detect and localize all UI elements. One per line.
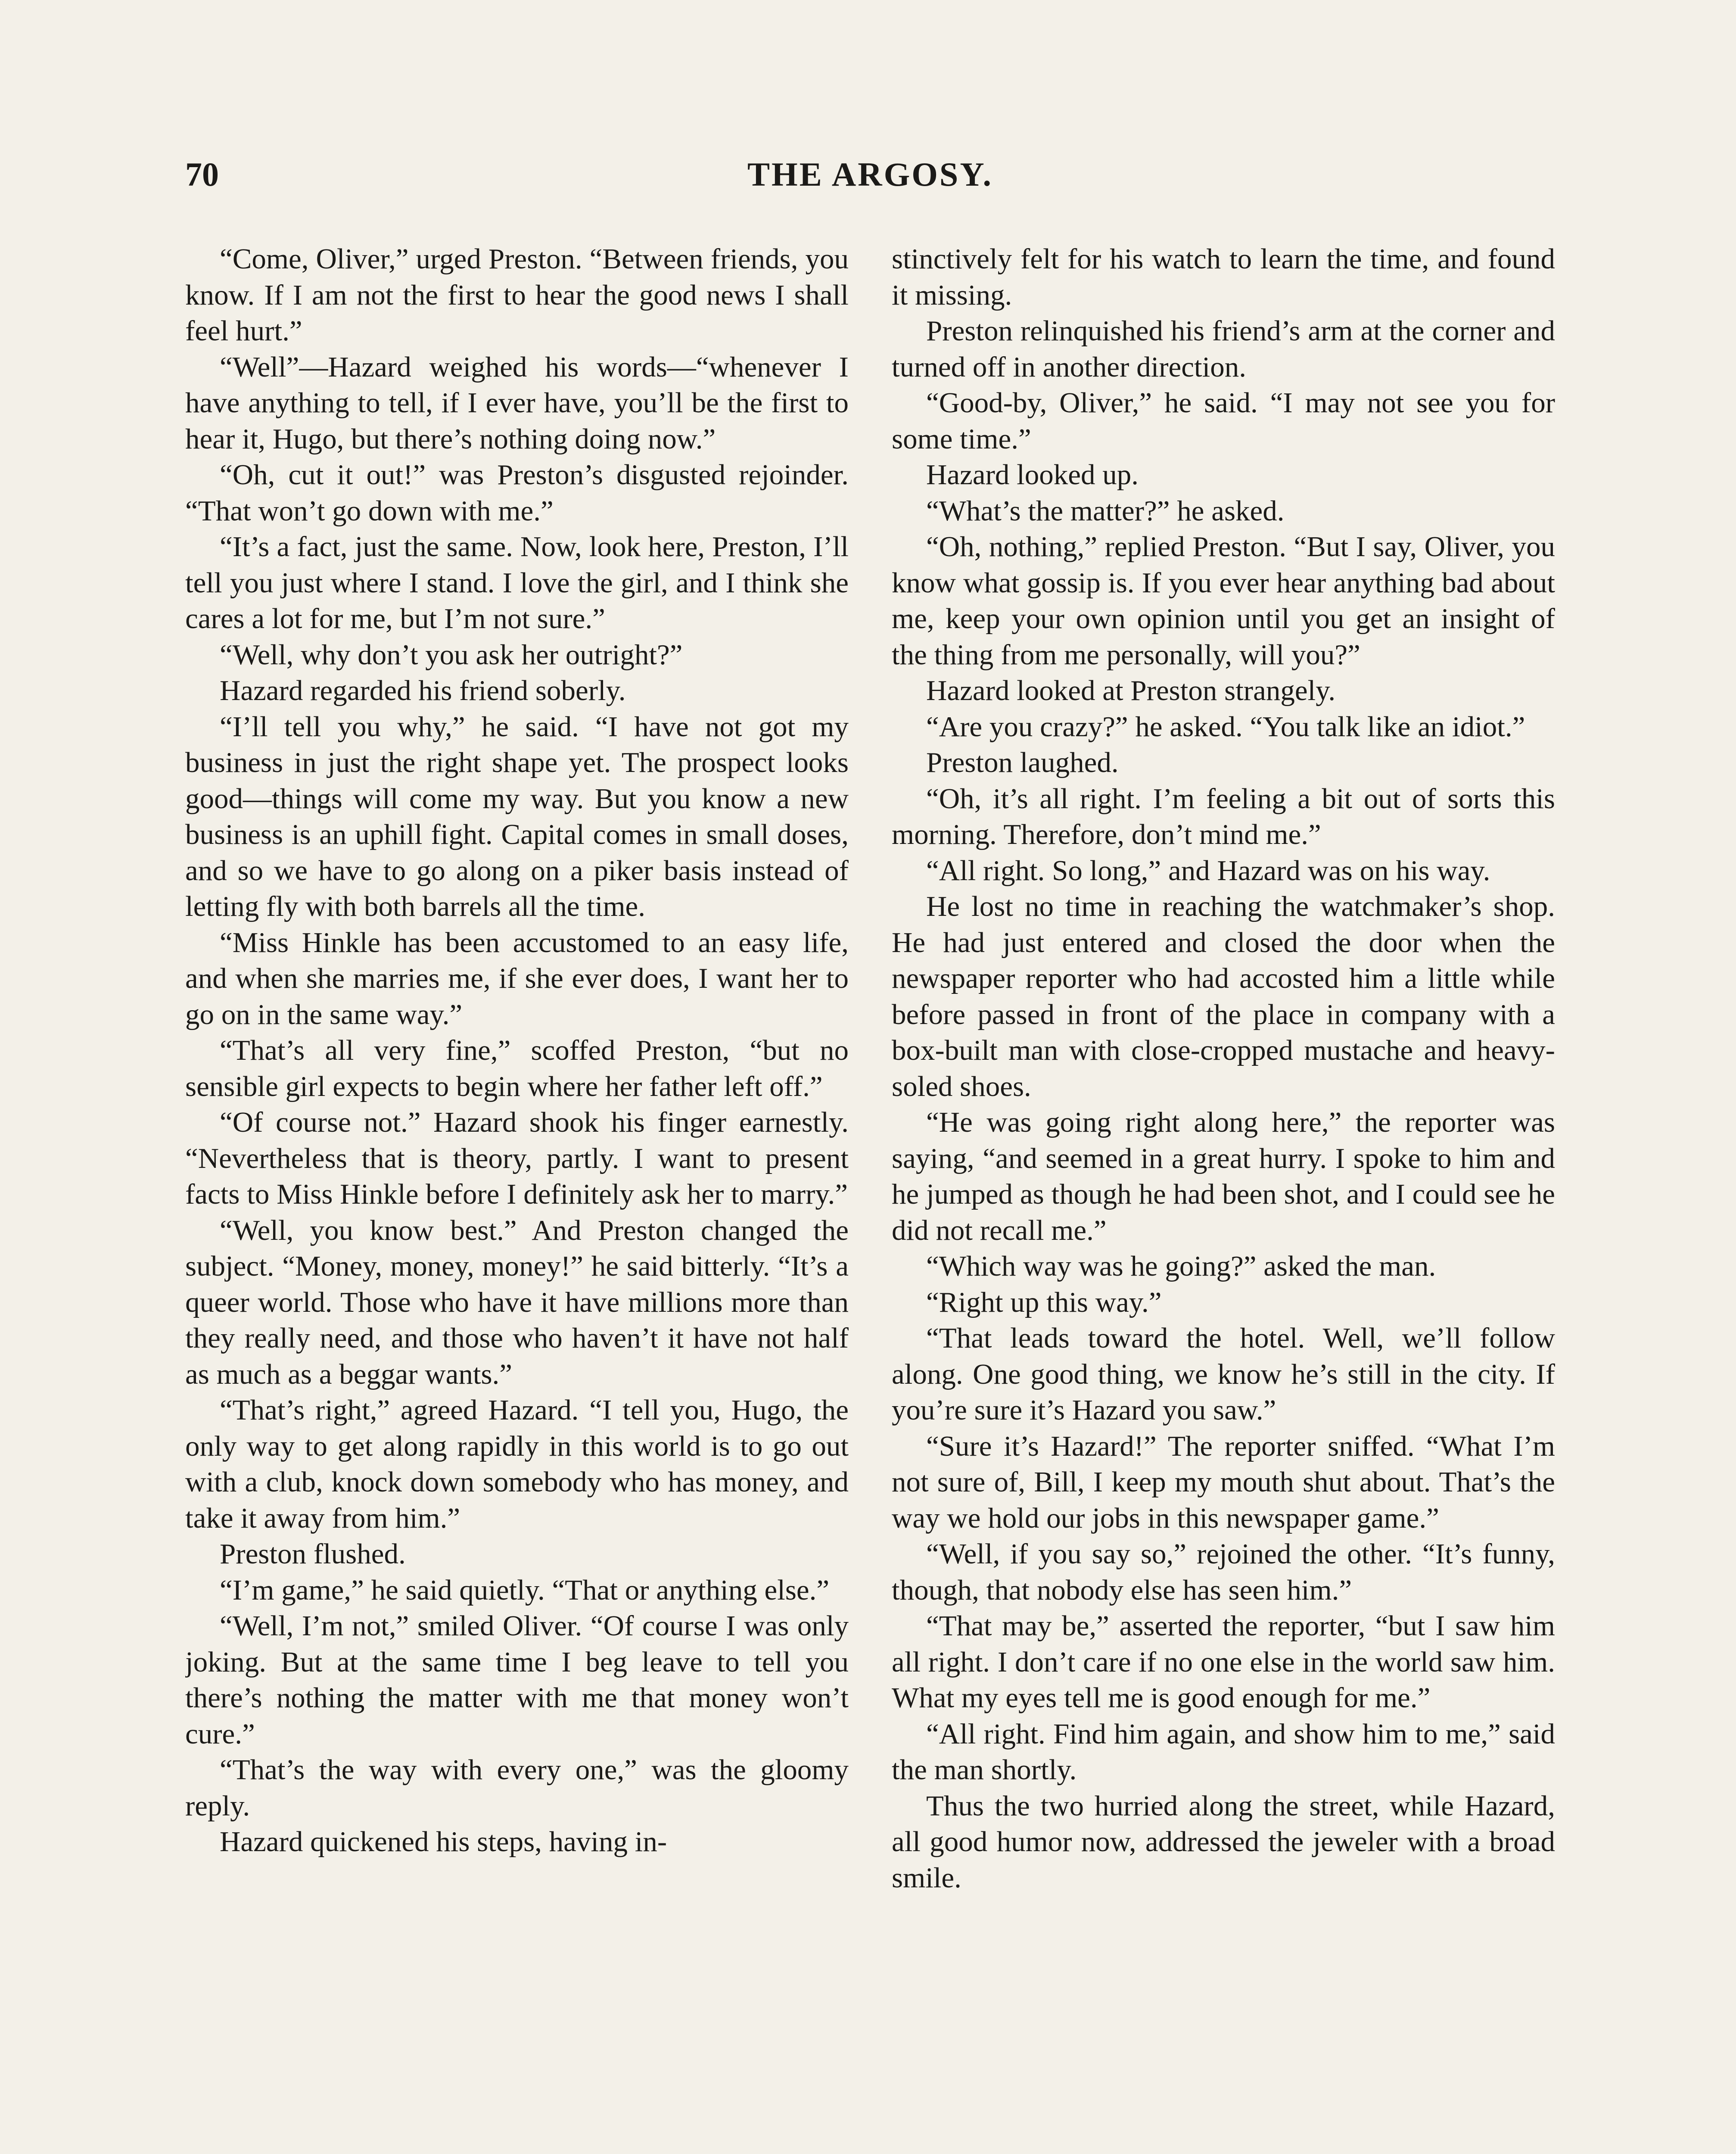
paragraph: “Oh, nothing,” replied Preston. “But I say, Oliver, you know what gossip is. If you ever hear anything bad about me, keep your own opinion until you get an insight of the thing from me personally, will you?” xyxy=(892,531,1555,671)
paragraph: “Right up this way.” xyxy=(926,1286,1162,1318)
paragraph: “Oh, it’s all right. I’m feeling a bit out of sorts this morning. Therefore, don’t mind me.” xyxy=(892,782,1555,850)
paragraph: Thus the two hurried along the street, while Hazard, all good humor now, addressed the jeweler with a broad smile. xyxy=(892,1790,1555,1894)
running-title: THE ARGOSY. xyxy=(747,156,993,193)
paragraph: “I’m game,” he said quietly. “That or anything else.” xyxy=(220,1574,830,1606)
paragraph: He lost no time in reaching the watchmaker’s shop. He had just entered and closed the door when the newspaper reporter who had accosted him a little while before passed in front of the place in company with a box-built man with close-cropped mustache and heavy-soled shoes. xyxy=(892,890,1555,1102)
paragraph: “Miss Hinkle has been accustomed to an easy life, and when she marries me, if she ever does, I want her to go on in the same way.” xyxy=(185,926,849,1030)
paragraph: Hazard quickened his steps, having in- xyxy=(220,1826,667,1858)
paragraph: “That may be,” asserted the reporter, “but I saw him all right. I don’t care if no one else in the world saw him. What my eyes tell me is good enough for me.” xyxy=(892,1610,1555,1714)
paragraph: “Well”—Hazard weighed his words—“whenever I have anything to tell, if I ever have, you’ll be the first to hear it, Hugo, but there’s nothing doing now.” xyxy=(185,351,849,455)
paragraph: Hazard looked at Preston strangely. xyxy=(926,675,1336,707)
paragraph: “Well, if you say so,” rejoined the other. “It’s funny, though, that nobody else has seen him.” xyxy=(892,1538,1555,1606)
paragraph: “Oh, cut it out!” was Preston’s disgusted rejoinder. “That won’t go down with me.” xyxy=(185,459,849,527)
paragraph: Preston relinquished his friend’s arm at the corner and turned off in another direction. xyxy=(892,315,1555,383)
paragraph: Hazard looked up. xyxy=(926,459,1139,491)
right-column xyxy=(892,241,1555,2154)
paragraph: “Which way was he going?” asked the man. xyxy=(926,1250,1436,1282)
left-column xyxy=(185,241,849,2154)
paragraph: “That’s all very fine,” scoffed Preston, “but no sensible girl expects to begin where her father left off.” xyxy=(185,1034,849,1102)
paragraph: Preston laughed. xyxy=(926,747,1119,778)
page-header xyxy=(185,155,1555,202)
paragraph: Hazard regarded his friend soberly. xyxy=(220,675,626,707)
paragraph: “Come, Oliver,” urged Preston. “Between friends, you know. If I am not the first to hear the good news I shall feel hurt.” xyxy=(185,243,849,347)
paragraph: “That’s the way with every one,” was the gloomy reply. xyxy=(185,1754,849,1822)
paragraph: Preston flushed. xyxy=(220,1538,406,1570)
paragraph: “What’s the matter?” he asked. xyxy=(926,495,1285,527)
page-number: 70 xyxy=(185,156,219,193)
paragraph: “Sure it’s Hazard!” The reporter sniffed. “What I’m not sure of, Bill, I keep my mouth shut about. That’s the way we hold our jobs in this newspaper game.” xyxy=(892,1430,1555,1534)
paragraph: “That leads toward the hotel. Well, we’ll follow along. One good thing, we know he’s still in the city. If you’re sure it’s Hazard you saw.” xyxy=(892,1322,1555,1426)
paragraph: “Well, you know best.” And Preston changed the subject. “Money, money, money!” he said bitterly. “It’s a queer world. Those who have it have millions more than they really need, and those who haven’t it have not half as much as a beggar wants.” xyxy=(185,1214,849,1390)
paragraph: “That’s right,” agreed Hazard. “I tell you, Hugo, the only way to get along rapidly in this world is to go out with a club, knock down somebody who has money, and take it away from him.” xyxy=(185,1394,849,1534)
paragraph: “All right. So long,” and Hazard was on his way. xyxy=(926,854,1490,887)
paragraph: “Well, why don’t you ask her outright?” xyxy=(220,638,683,671)
paragraph: “I’ll tell you why,” he said. “I have not got my business in just the right shape yet. The prospect looks good—things will come my way. But you know a new business is an uphill fight. Capital comes in small doses, and so we have to go along on a piker basis instead of letting fly with both barrels all the time. xyxy=(185,710,849,922)
paragraph: “All right. Find him again, and show him to me,” said the man shortly. xyxy=(892,1718,1555,1786)
paragraph: “It’s a fact, just the same. Now, look here, Preston, I’ll tell you just where I stand. I love the girl, and I think she cares a lot for me, but I’m not sure.” xyxy=(185,531,849,635)
paragraph: “Of course not.” Hazard shook his finger earnestly. “Nevertheless that is theory, partly. I want to present facts to Miss Hinkle before I definitely ask her to marry.” xyxy=(185,1106,849,1210)
paragraph: “Are you crazy?” he asked. “You talk like an idiot.” xyxy=(926,710,1525,743)
paragraph: “Well, I’m not,” smiled Oliver. “Of course I was only joking. But at the same time I beg leave to tell you there’s nothing the matter with me that money won’t cure.” xyxy=(185,1610,849,1750)
paragraph: “Good-by, Oliver,” he said. “I may not see you for some time.” xyxy=(892,387,1555,455)
paragraph: “He was going right along here,” the reporter was saying, “and seemed in a great hurry. I spoke to him and he jumped as though he had been shot, and I could see he did not recall me.” xyxy=(892,1106,1555,1246)
paragraph-continued: stinctively felt for his watch to learn the time, and found it missing. xyxy=(892,243,1555,311)
